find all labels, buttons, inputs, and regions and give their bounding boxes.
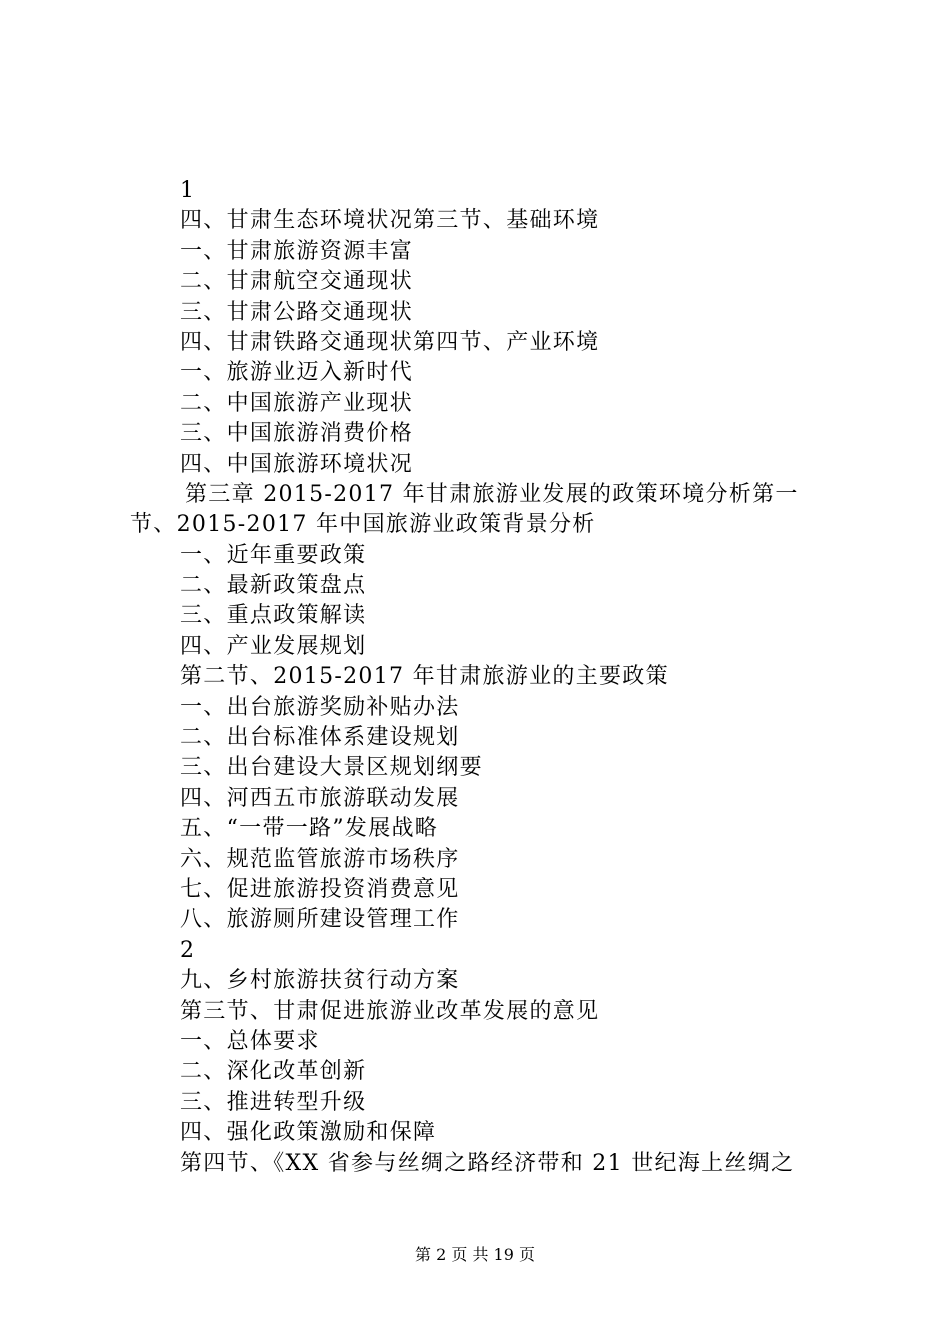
toc-line: 四、河西五市旅游联动发展 [180,785,460,811]
toc-line: 七、促进旅游投资消费意见 [180,876,460,902]
document-body [130,176,830,1179]
page-number-marker: 1 [180,178,196,203]
page-number-marker: 2 [180,937,196,963]
chapter-heading-continued: 节、2015-2017 年中国旅游业政策背景分析 [130,512,596,538]
toc-line: 二、深化改革创新 [180,1059,367,1085]
toc-line: 三、推进转型升级 [180,1089,367,1115]
toc-line: 三、重点政策解读 [180,603,367,629]
toc-line: 三、中国旅游消费价格 [180,421,414,447]
toc-line: 二、最新政策盘点 [180,573,367,599]
page-footer: 第 2 页 共 19 页 [415,1245,535,1264]
toc-line: 一、甘肃旅游资源丰富 [180,238,414,264]
toc-line: 二、甘肃航空交通现状 [180,269,414,295]
toc-line: 五、“一带一路”发展战略 [180,816,439,842]
toc-line: 一、近年重要政策 [180,542,367,568]
toc-line: 二、中国旅游产业现状 [180,390,414,416]
toc-line: 六、规范监管旅游市场秩序 [180,846,460,872]
toc-line: 一、旅游业迈入新时代 [180,360,414,386]
toc-line: 三、出台建设大景区规划纲要 [180,755,483,781]
toc-line: 三、甘肃公路交通现状 [180,299,414,325]
toc-line: 四、甘肃生态环境状况第三节、基础环境 [180,208,600,234]
toc-line: 九、乡村旅游扶贫行动方案 [180,968,460,994]
toc-line: 一、总体要求 [180,1028,320,1054]
toc-line: 四、产业发展规划 [180,633,367,659]
chapter-heading: 第三章 2015-2017 年甘肃旅游业发展的政策环境分析第一 [185,481,799,507]
section-heading: 第三节、甘肃促进旅游业改革发展的意见 [180,998,600,1024]
toc-line: 四、强化政策激励和保障 [180,1120,437,1146]
toc-line: 二、出台标准体系建设规划 [180,725,460,751]
toc-line: 一、出台旅游奖励补贴办法 [180,694,460,720]
toc-line: 四、甘肃铁路交通现状第四节、产业环境 [180,329,600,355]
section-heading: 第四节、《XX 省参与丝绸之路经济带和 21 世纪海上丝绸之 [180,1150,795,1176]
toc-line: 四、中国旅游环境状况 [180,451,414,477]
toc-line: 八、旅游厕所建设管理工作 [180,907,460,933]
section-heading: 第二节、2015-2017 年甘肃旅游业的主要政策 [180,664,669,690]
